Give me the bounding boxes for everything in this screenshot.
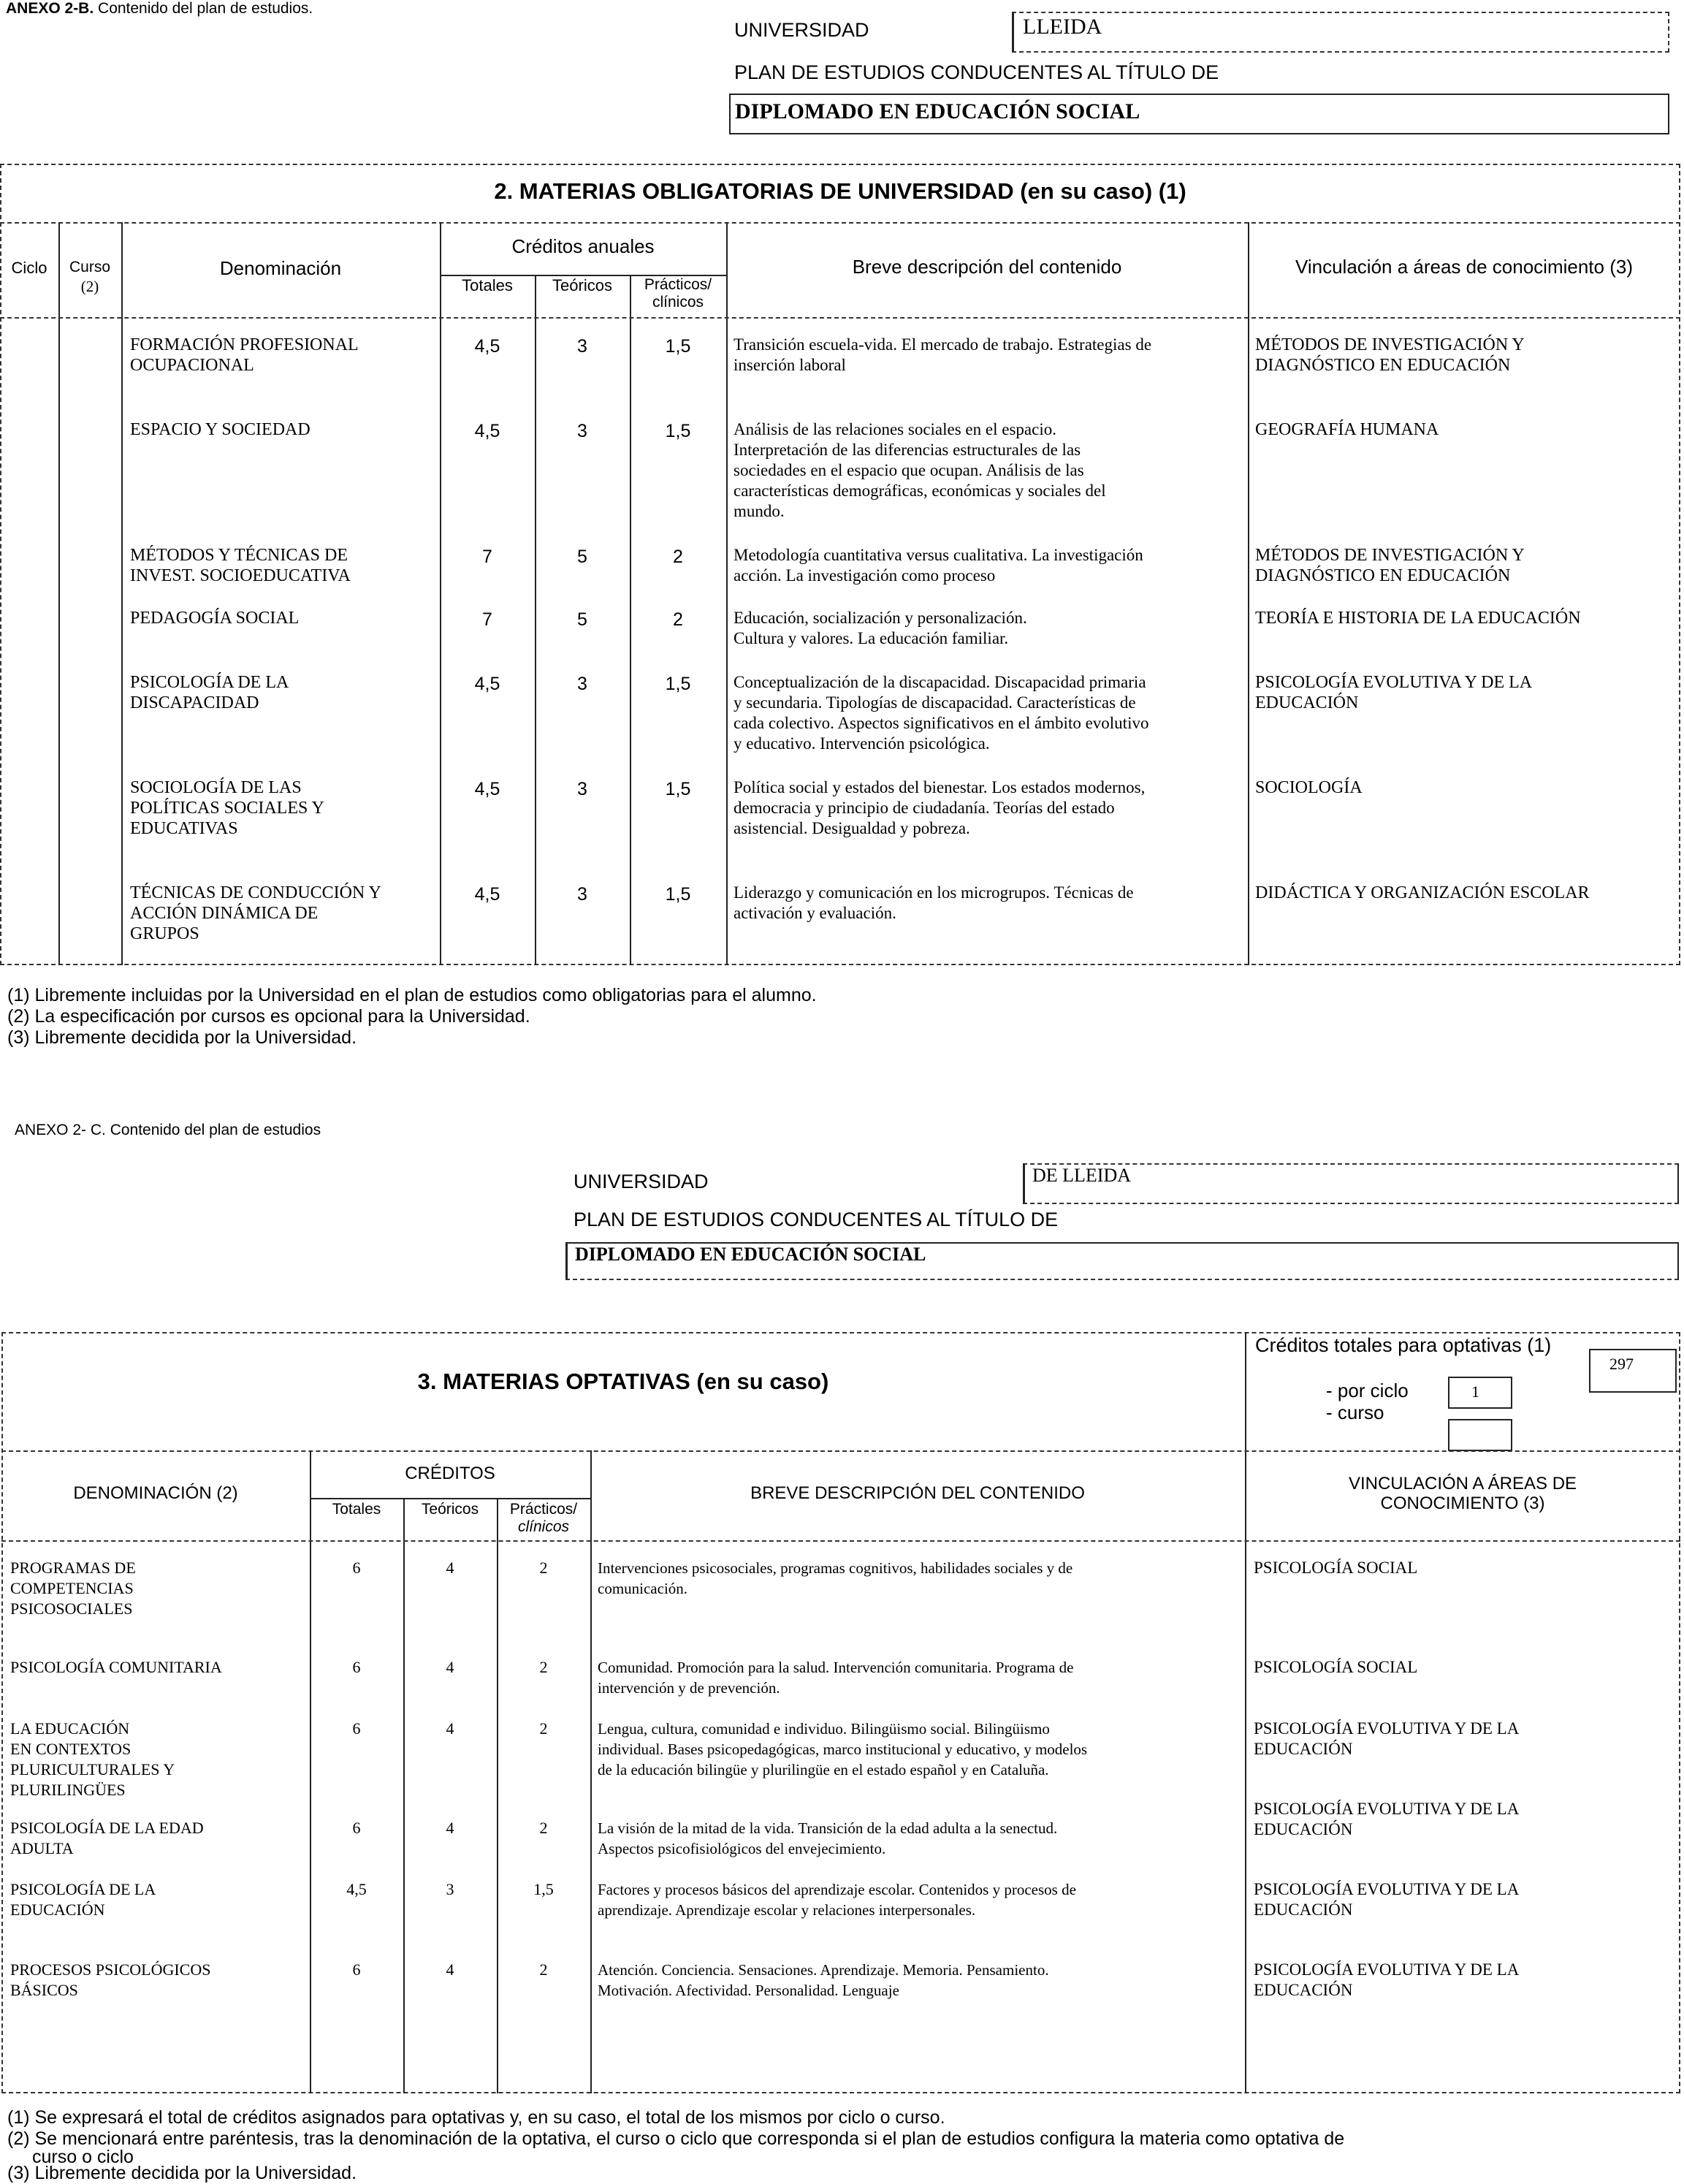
subject-description: Educación, socialización y personalización. Cultura y valores. La educación familiar. <box>734 609 1027 647</box>
subject-area: PSICOLOGÍA EVOLUTIVA Y DE LA EDUCACIÓN <box>1254 1960 1520 1999</box>
credits-totales: 6 <box>352 1658 361 1676</box>
table-b-title: 2. MATERIAS OBLIGATORIAS DE UNIVERSIDAD (en su caso) (1) <box>494 178 1186 204</box>
subject-name: TÉCNICAS DE CONDUCCIÓN Y ACCIÓN DINÁMICA DE GRUPOS <box>130 883 381 943</box>
subject-description: Intervenciones psicosociales, programas cognitivos, habilidades sociales y de comunicación. <box>598 1559 1073 1597</box>
por-ciclo-value: 1 <box>1471 1382 1479 1401</box>
header-clinicos: clínicos <box>652 294 704 311</box>
university-value: LLEIDA <box>1023 15 1102 39</box>
credits-total-box <box>1589 1349 1677 1393</box>
subject-description: Factores y procesos básicos del aprendizaje escolar. Contenidos y procesos de aprendizaje. Aprendizaje escolar y relaciones interpersonales. <box>598 1881 1076 1919</box>
header-creditos-c: CRÉDITOS <box>405 1464 495 1483</box>
degree-value: DIPLOMADO EN EDUCACIÓN SOCIAL <box>735 99 1140 123</box>
university-label: UNIVERSIDAD <box>734 19 869 41</box>
header-bottom-line-c <box>1 1540 1680 1542</box>
subject-area: MÉTODOS DE INVESTIGACIÓN Y DIAGNÓSTICO EN EDUCACIÓN <box>1255 335 1525 375</box>
footnote-b-2: (2) La especificación por cursos es opcional para la Universidad. <box>7 1006 530 1027</box>
credits-practicos: 1,5 <box>665 336 691 357</box>
credits-total-label: Créditos totales para optativas (1) <box>1255 1334 1552 1356</box>
header-practicos: Prácticos/ <box>644 276 712 293</box>
credits-practicos: 2 <box>539 1960 548 1979</box>
header-denominacion-c: DENOMINACIÓN (2) <box>73 1483 238 1503</box>
col-line <box>58 222 60 965</box>
credits-teoricos: 3 <box>577 336 587 357</box>
university-value-c: DE LLEIDA <box>1032 1165 1132 1186</box>
credits-practicos: 1,5 <box>665 421 691 441</box>
degree-value-c: DIPLOMADO EN EDUCACIÓN SOCIAL <box>575 1244 926 1265</box>
col-line <box>497 1499 498 2093</box>
curso-label: - curso <box>1326 1401 1384 1423</box>
credits-teoricos: 3 <box>446 1880 454 1898</box>
subject-area: PSICOLOGÍA EVOLUTIVA Y DE LA EDUCACIÓN <box>1254 1719 1520 1758</box>
subject-name: PROGRAMAS DE COMPETENCIAS PSICOSOCIALES <box>10 1559 136 1618</box>
col-line <box>440 222 441 965</box>
table-c-title-divider <box>1 1450 1680 1452</box>
credits-totales: 6 <box>352 1719 361 1738</box>
subject-name: FORMACIÓN PROFESIONAL OCUPACIONAL <box>130 335 359 375</box>
header-ciclo: Ciclo <box>11 259 47 277</box>
subject-name: ESPACIO Y SOCIEDAD <box>130 420 310 439</box>
credits-practicos: 2 <box>673 609 683 630</box>
subject-description: Atención. Conciencia. Sensaciones. Aprendizaje. Memoria. Pensamiento. Motivación. Afectividad. Personalidad. Lenguaje <box>598 1961 1049 1999</box>
header-totales-c: Totales <box>332 1501 381 1518</box>
plan-label: PLAN DE ESTUDIOS CONDUCENTES AL TÍTULO DE <box>734 61 1219 83</box>
footnote-c-2: (2) Se mencionará entre paréntesis, tras la denominación de la optativa, el curso o ciclo que corresponda si el plan de estudios configura la materia como optativa de <box>7 2128 1345 2149</box>
degree-field <box>729 94 1669 134</box>
credits-teoricos: 4 <box>446 1960 454 1979</box>
credits-total-value: 297 <box>1609 1355 1634 1373</box>
subject-name: PSICOLOGÍA DE LA EDUCACIÓN <box>10 1880 156 1919</box>
subject-area: TEORÍA E HISTORIA DE LA EDUCACIÓN <box>1255 609 1581 628</box>
credits-totales: 4,5 <box>474 674 500 694</box>
subject-name: MÉTODOS Y TÉCNICAS DE INVEST. SOCIOEDUCATIVA <box>130 546 351 585</box>
por-ciclo-label: - por ciclo <box>1326 1380 1409 1401</box>
university-field <box>1012 12 1669 53</box>
plan-label-c: PLAN DE ESTUDIOS CONDUCENTES AL TÍTULO DE <box>574 1209 1059 1230</box>
col-line <box>1245 1332 1246 2093</box>
subject-description: Liderazgo y comunicación en los microgrupos. Técnicas de activación y evaluación. <box>734 883 1134 922</box>
subject-area: SOCIOLOGÍA <box>1255 778 1363 797</box>
degree-field-c <box>565 1242 1679 1280</box>
credits-teoricos: 4 <box>446 1559 454 1577</box>
subject-area: PSICOLOGÍA SOCIAL <box>1254 1658 1418 1676</box>
subject-area: PSICOLOGÍA EVOLUTIVA Y DE LA EDUCACIÓN <box>1254 1880 1520 1919</box>
annex-b-label <box>6 0 313 18</box>
credits-totales: 4,5 <box>474 779 500 799</box>
subject-area: MÉTODOS DE INVESTIGACIÓN Y DIAGNÓSTICO EN EDUCACIÓN <box>1255 546 1525 585</box>
subject-description: Análisis de las relaciones sociales en el espacio. Interpretación de las diferencias estructurales de las sociedades en el espacio que ocupan. Análisis de las características demográficas, económicas y sociales del mundo. <box>734 420 1106 520</box>
annex-b-label-bold: ANEXO 2-B. <box>6 0 94 17</box>
table-b-title-divider <box>0 222 1680 224</box>
header-teoricos: Teóricos <box>552 276 612 294</box>
subject-name: SOCIOLOGÍA DE LAS POLÍTICAS SOCIALES Y EDUCATIVAS <box>130 778 324 838</box>
header-bottom-line <box>0 317 1680 319</box>
university-label-c: UNIVERSIDAD <box>574 1171 709 1192</box>
credits-practicos: 2 <box>539 1559 548 1577</box>
subject-description: Comunidad. Promoción para la salud. Intervención comunitaria. Programa de intervención y de prevención. <box>598 1659 1074 1697</box>
col-line <box>726 222 728 965</box>
credits-teoricos: 3 <box>577 421 587 441</box>
subject-name: PSICOLOGÍA DE LA EDAD ADULTA <box>10 1819 204 1857</box>
credits-totales: 4,5 <box>474 336 500 357</box>
credits-teoricos: 4 <box>446 1719 454 1738</box>
credits-totales: 4,5 <box>474 884 500 905</box>
header-descripcion: Breve descripción del contenido <box>852 256 1122 278</box>
header-curso-note: (2) <box>80 278 99 295</box>
credits-practicos: 2 <box>539 1719 548 1738</box>
header-descripcion-c: BREVE DESCRIPCIÓN DEL CONTENIDO <box>750 1483 1085 1503</box>
credits-practicos: 1,5 <box>665 884 691 905</box>
annex-b-label-rest: Contenido del plan de estudios. <box>94 0 313 17</box>
header-vinculacion-c-2: CONOCIMIENTO (3) <box>1380 1494 1545 1513</box>
table-c-title: 3. MATERIAS OPTATIVAS (en su caso) <box>417 1369 829 1394</box>
credits-practicos: 1,5 <box>665 674 691 694</box>
credit-subheader-line-c <box>310 1498 590 1499</box>
credits-practicos: 1,5 <box>665 779 691 799</box>
subject-area: GEOGRAFÍA HUMANA <box>1255 420 1439 439</box>
header-vinculacion: Vinculación a áreas de conocimiento (3) <box>1295 256 1633 278</box>
col-line <box>121 222 123 965</box>
col-line <box>1248 222 1249 965</box>
subject-area: PSICOLOGÍA EVOLUTIVA Y DE LA EDUCACIÓN <box>1255 673 1533 712</box>
credits-practicos: 2 <box>673 547 683 567</box>
col-line <box>403 1499 405 2093</box>
credits-teoricos: 4 <box>446 1658 454 1676</box>
subject-name: LA EDUCACIÓN EN CONTEXTOS PLURICULTURALES Y PLURILINGÜES <box>10 1719 175 1799</box>
subject-name: PEDAGOGÍA SOCIAL <box>130 609 300 628</box>
footnote-b-3: (3) Libremente decidida por la Universidad. <box>7 1027 357 1048</box>
subject-description: Metodología cuantitativa versus cualitativa. La investigación acción. La investigación como proceso <box>734 546 1143 585</box>
subject-name: PROCESOS PSICOLÓGICOS BÁSICOS <box>10 1960 211 1999</box>
credits-totales: 7 <box>482 547 492 567</box>
footnote-c-2-cont: curso o ciclo <box>32 2147 134 2167</box>
header-totales: Totales <box>462 276 513 294</box>
credits-totales: 4,5 <box>474 421 500 441</box>
subject-area: DIDÁCTICA Y ORGANIZACIÓN ESCOLAR <box>1255 883 1590 902</box>
credits-teoricos: 5 <box>577 547 587 567</box>
subject-name: PSICOLOGÍA COMUNITARIA <box>10 1658 222 1676</box>
footnote-b-1: (1) Libremente incluidas por la Universidad en el plan de estudios como obligatorias para el alumno. <box>7 985 817 1005</box>
header-curso: Curso <box>69 259 111 275</box>
credits-totales: 6 <box>352 1559 361 1577</box>
subject-name: PSICOLOGÍA DE LA DISCAPACIDAD <box>130 673 289 712</box>
annex-c-label: ANEXO 2- C. Contenido del plan de estudios <box>15 1122 321 1138</box>
credits-teoricos: 4 <box>446 1819 454 1837</box>
subject-description: Conceptualización de la discapacidad. Discapacidad primaria y secundaria. Tipologías de discapacidad. Características de cada colectivo. Aspectos significativos en el ámbito evolutivo y educativo. Intervención psicológica. <box>734 673 1149 753</box>
credits-practicos: 2 <box>539 1819 548 1837</box>
credits-totales: 6 <box>352 1960 361 1979</box>
footnote-c-1: (1) Se expresará el total de créditos asignados para optativas y, en su caso, el total de los mismos por ciclo o curso. <box>7 2107 945 2128</box>
credits-practicos: 1,5 <box>533 1880 554 1898</box>
credits-teoricos: 3 <box>577 779 587 799</box>
header-practicos-c: Prácticos/ <box>509 1501 578 1518</box>
credits-totales: 7 <box>482 609 492 630</box>
subject-description: La visión de la mitad de la vida. Transición de la edad adulta a la senectud. Aspectos psicofisiológicos del envejecimiento. <box>598 1819 1058 1857</box>
footnote-c-3: (3) Libremente decidida por la Universidad. <box>7 2163 357 2183</box>
credits-totales: 6 <box>352 1819 361 1837</box>
subject-area: PSICOLOGÍA SOCIAL <box>1254 1559 1418 1577</box>
credits-practicos: 2 <box>539 1658 548 1676</box>
university-field-c <box>1023 1163 1679 1204</box>
credits-teoricos: 3 <box>577 884 587 905</box>
subject-description: Transición escuela-vida. El mercado de trabajo. Estrategias de inserción laboral <box>734 335 1152 374</box>
por-ciclo-box <box>1448 1377 1512 1409</box>
subject-area: PSICOLOGÍA EVOLUTIVA Y DE LA EDUCACIÓN <box>1254 1800 1520 1838</box>
header-creditos: Créditos anuales <box>511 235 655 257</box>
credits-teoricos: 3 <box>577 674 587 694</box>
subject-description: Política social y estados del bienestar. Los estados modernos, democracia y principio de ciudadanía. Teorías del estado asistencial. Desigualdad y pobreza. <box>734 778 1146 837</box>
curso-box <box>1448 1419 1512 1451</box>
header-clinicos-c: clínicos <box>517 1518 570 1535</box>
credits-teoricos: 5 <box>577 609 587 630</box>
credits-totales: 4,5 <box>346 1880 367 1898</box>
col-line <box>590 1450 592 2093</box>
header-teoricos-c: Teóricos <box>421 1501 479 1518</box>
col-line <box>310 1450 311 2093</box>
header-denominacion: Denominación <box>219 257 342 279</box>
subject-description: Lengua, cultura, comunidad e individuo. Bilingüismo social. Bilingüismo individual. Bases psicopedagógicas, marco institucional y educativo, y modelos de la educación bilingüe y plurilingüe en el estado español y en Cataluña. <box>598 1720 1088 1778</box>
header-vinculacion-c-1: VINCULACIÓN A ÁREAS DE <box>1348 1474 1577 1494</box>
